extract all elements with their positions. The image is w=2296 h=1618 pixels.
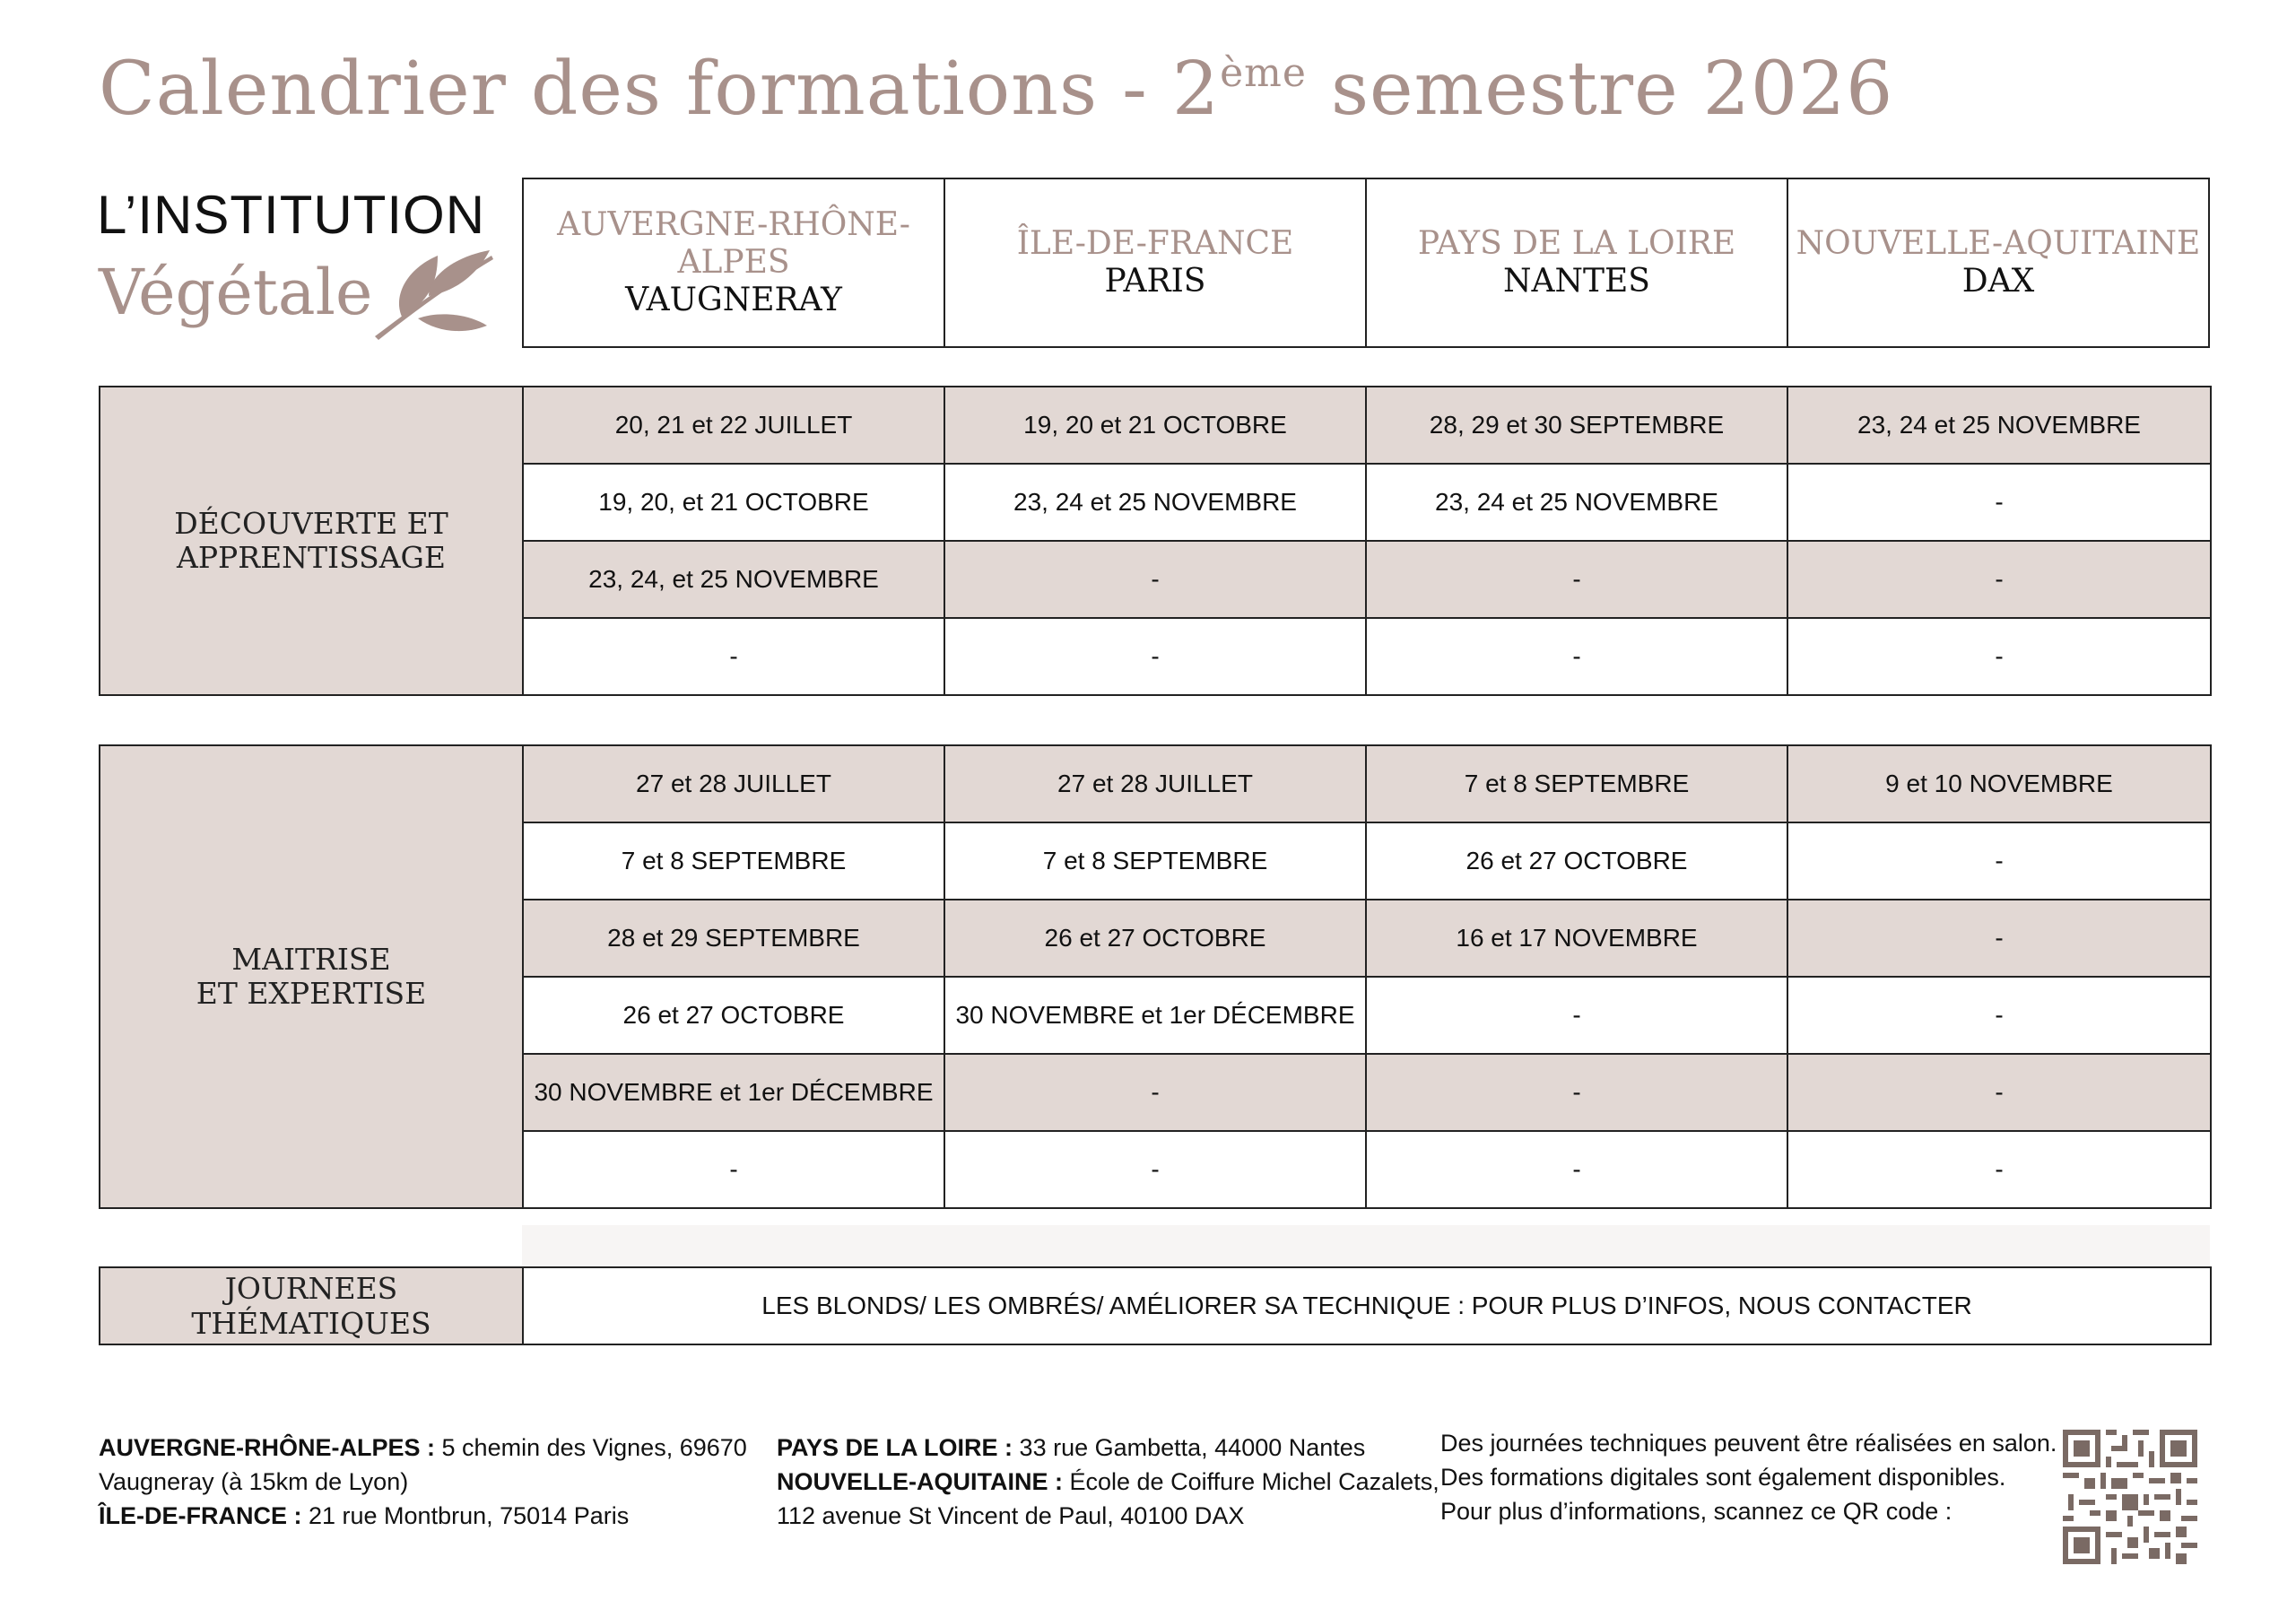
date-cell: - [1366, 618, 1787, 695]
date-cell: 9 et 10 NOVEMBRE [1787, 745, 2211, 822]
info-line: Des formations digitales sont également disponibles. [1440, 1464, 2006, 1491]
section-label [100, 745, 523, 1208]
region-city: DAX [1961, 263, 2035, 300]
address-text: 112 avenue St Vincent de Paul, 40100 DAX [777, 1502, 1245, 1529]
region-name: AUVERGNE-RHÔNE-ALPES [557, 206, 910, 281]
section-label-line2: APPRENTISSAGE [176, 540, 446, 575]
regions-header [522, 178, 2210, 348]
date-cell: - [1366, 541, 1787, 618]
address-label: AUVERGNE-RHÔNE-ALPES : [99, 1434, 436, 1461]
address-block-left [99, 1431, 747, 1533]
thematic-label: JOURNEES THÉMATIQUES [100, 1267, 523, 1344]
address-label: PAYS DE LA LOIRE : [777, 1434, 1013, 1461]
date-cell: 16 et 17 NOVEMBRE [1366, 900, 1787, 977]
region-header-na [1787, 178, 2209, 347]
date-cell: 23, 24 et 25 NOVEMBRE [944, 464, 1366, 541]
date-cell: - [523, 1131, 944, 1208]
date-cell: - [1366, 977, 1787, 1054]
region-city: VAUGNERAY [625, 282, 842, 318]
date-cell: - [944, 541, 1366, 618]
date-cell: 26 et 27 OCTOBRE [1366, 822, 1787, 900]
section-decouverte [99, 386, 2212, 696]
date-cell: 28 et 29 SEPTEMBRE [523, 900, 944, 977]
address-block-middle [777, 1431, 1439, 1533]
date-cell: 7 et 8 SEPTEMBRE [523, 822, 944, 900]
divider-band [522, 1225, 2210, 1266]
date-cell: - [1366, 1054, 1787, 1131]
date-cell: - [1787, 464, 2211, 541]
title-rest: semestre 2026 [1306, 47, 1894, 132]
logo-line2: Végétale [99, 256, 373, 329]
date-cell: 23, 24, et 25 NOVEMBRE [523, 541, 944, 618]
address-text: 21 rue Montbrun, 75014 Paris [301, 1502, 630, 1529]
region-header-pdl [1366, 178, 1787, 347]
date-cell: 30 NOVEMBRE et 1er DÉCEMBRE [523, 1054, 944, 1131]
title-main: Calendrier des formations - 2 [99, 47, 1221, 132]
date-cell: - [1787, 618, 2211, 695]
date-cell: 7 et 8 SEPTEMBRE [1366, 745, 1787, 822]
address-label: ÎLE-DE-FRANCE : [99, 1502, 302, 1529]
date-cell: 7 et 8 SEPTEMBRE [944, 822, 1366, 900]
brand-logo [97, 184, 500, 345]
date-cell: 23, 24 et 25 NOVEMBRE [1366, 464, 1787, 541]
address-text: 5 chemin des Vignes, 69670 [435, 1434, 747, 1461]
region-name: ÎLE-DE-FRANCE [1016, 225, 1294, 262]
section-label-line2: ET EXPERTISE [196, 976, 427, 1011]
thematic-days [99, 1266, 2212, 1345]
info-line: Des journées techniques peuvent être réalisées en salon. [1440, 1430, 2057, 1457]
title-sup: ème [1220, 50, 1307, 96]
date-cell: 27 et 28 JUILLET [944, 745, 1366, 822]
region-name: NOUVELLE-AQUITAINE [1796, 225, 2201, 262]
leaf-icon [366, 247, 500, 345]
info-block [1440, 1426, 2057, 1528]
date-cell: 30 NOVEMBRE et 1er DÉCEMBRE [944, 977, 1366, 1054]
qr-code-icon[interactable] [2063, 1430, 2197, 1564]
date-cell: - [944, 618, 1366, 695]
date-cell: 27 et 28 JUILLET [523, 745, 944, 822]
address-text: École de Coiffure Michel Cazalets, [1063, 1468, 1439, 1495]
logo-line1: L’INSTITUTION [97, 185, 486, 245]
table-row [100, 387, 2211, 464]
table-row [100, 745, 2211, 822]
section-label [100, 387, 523, 695]
region-city: NANTES [1503, 263, 1650, 300]
page-title [99, 47, 1893, 132]
address-text: 33 rue Gambetta, 44000 Nantes [1013, 1434, 1366, 1461]
date-cell: 20, 21 et 22 JUILLET [523, 387, 944, 464]
section-label-line1: MAITRISE [231, 942, 391, 977]
date-cell: - [1787, 1054, 2211, 1131]
date-cell: 28, 29 et 30 SEPTEMBRE [1366, 387, 1787, 464]
region-name: PAYS DE LA LOIRE [1417, 225, 1736, 262]
date-cell: 26 et 27 OCTOBRE [944, 900, 1366, 977]
date-cell: - [523, 618, 944, 695]
date-cell: 26 et 27 OCTOBRE [523, 977, 944, 1054]
region-header-idf [944, 178, 1366, 347]
date-cell: - [1787, 822, 2211, 900]
date-cell: - [944, 1054, 1366, 1131]
section-label-line1: DÉCOUVERTE ET [174, 506, 448, 541]
address-label: NOUVELLE-AQUITAINE : [777, 1468, 1063, 1495]
date-cell: - [1787, 977, 2211, 1054]
date-cell: 19, 20, et 21 OCTOBRE [523, 464, 944, 541]
info-line: Pour plus d’informations, scannez ce QR code : [1440, 1498, 1952, 1525]
date-cell: - [1787, 1131, 2211, 1208]
date-cell: 19, 20 et 21 OCTOBRE [944, 387, 1366, 464]
date-cell: - [944, 1131, 1366, 1208]
thematic-text: LES BLONDS/ LES OMBRÉS/ AMÉLIORER SA TECHNIQUE : POUR PLUS D’INFOS, NOUS CONTACTER [523, 1267, 2211, 1344]
date-cell: - [1366, 1131, 1787, 1208]
date-cell: - [1787, 900, 2211, 977]
address-text: Vaugneray (à 15km de Lyon) [99, 1468, 409, 1495]
section-maitrise [99, 744, 2212, 1209]
date-cell: - [1787, 541, 2211, 618]
date-cell: 23, 24 et 25 NOVEMBRE [1787, 387, 2211, 464]
region-city: PARIS [1104, 263, 1206, 300]
region-header-ara [523, 178, 944, 347]
